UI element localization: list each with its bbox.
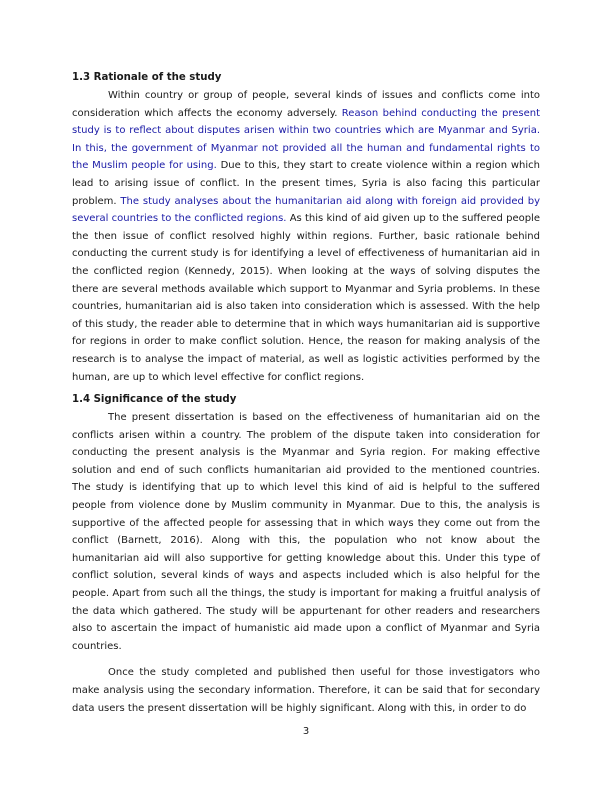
rationale-highlight-1: Reason behind conducting the present study is to reflect about disputes arisen within two countries which are Myanmar and Syria. In this, the government of Myanmar not provided all the human and fundamental rights to the Muslim people for using. <box>72 107 540 172</box>
section-heading-significance: 1.4 Significance of the study <box>72 394 237 406</box>
section-heading-rationale: 1.3 Rationale of the study <box>72 72 222 83</box>
rationale-text-3: As this kind of aid given up to the suffered people the then issue of conflict resolved highly within regions. Further, basic rationale behind conducting the current study is for identifying a level of effectiveness of humanitarian aid in the conflicted region (Kennedy, 2015). When looking at the ways of solving disputes the there are several methods available which support to Myanmar and Syria problems. In these countries, humanitarian aid is also taken into consideration which is assessed. With the help of this study, the reader able to determine that in which ways humanitarian aid is supportive for regions in order to make conflict solution. Hence, the reason for making analysis of the research is to analyse the impact of material, as well as logistic activities performed by the human, are up to which level effective for conflict regions. <box>72 213 540 383</box>
significance-paragraph-1: The present dissertation is based on the effectiveness of humanitarian aid on the conflicts arisen within a country. The problem of the dispute taken into consideration for conducting the present analysis is the Myanmar and Syria region. For making effective solution and end of such conflicts humanitarian aid provided to the mentioned countries. The study is identifying that up to which level this kind of aid is helpful to the suffered people from violence done by Muslim community in Myanmar. Due to this, the analysis is supportive of the affected people for assessing that in which ways they come out from the conflict (Barnett, 2016). Along with this, the population who not know about the humanitarian aid will also supportive for getting knowledge about this. Under this type of conflict solution, several kinds of ways and aspects included which is also helpful for the people. Apart from such all the things, the study is important for making a fruitful analysis of the data which gathered. The study will be appurtenant for other readers and researchers also to ascertain the impact of humanistic aid made upon a conflict of Myanmar and Syria countries. <box>72 412 540 652</box>
rationale-paragraph <box>72 87 540 386</box>
rationale-text-1: Within country or group of people, several kinds of issues and conflicts come into consideration which affects the economy adversely. <box>72 90 540 119</box>
significance-paragraph-2: Once the study completed and published then useful for those investigators who make analysis using the secondary information. Therefore, it can be said that for secondary data users the present dissertation will be highly significant. Along with this, in order to do <box>72 667 540 714</box>
rationale-text-2: Due to this, they start to create violence within a region which lead to arising issue of conflict. In the present times, Syria is also facing this particular problem. <box>72 160 541 207</box>
page-number: 3 <box>302 726 310 737</box>
rationale-highlight-2: The study analyses about the humanitarian aid along with foreign aid provided by several countries to the conflicted regions. <box>72 195 541 225</box>
page-content <box>72 70 540 717</box>
